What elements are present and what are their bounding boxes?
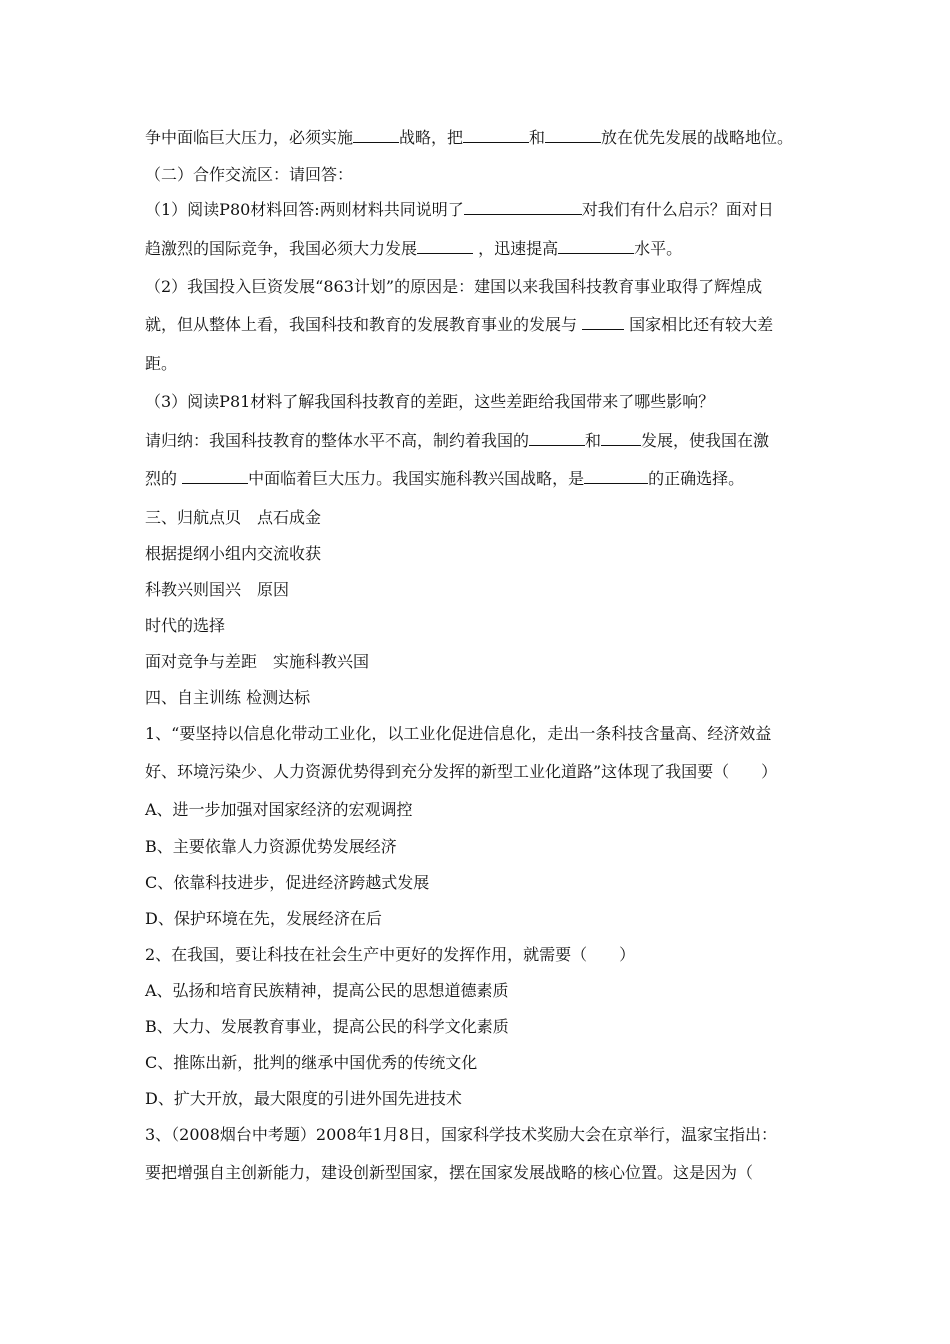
text-segment: （3）阅读P81材料了解我国科技教育的差距，这些差距给我国带来了哪些影响？ bbox=[145, 392, 715, 411]
text-segment: A、进一步加强对国家经济的宏观调控 bbox=[145, 800, 413, 819]
text-segment: 趋激烈的国际竞争，我国必须大力发展 bbox=[145, 239, 418, 258]
text-segment: 的正确选择。 bbox=[648, 469, 745, 488]
text-segment: 科教兴则国兴 原因 bbox=[145, 580, 290, 599]
text-line bbox=[145, 1125, 777, 1145]
text-line bbox=[145, 688, 310, 708]
text-segment: 好、环境污染少、人力资源优势得到充分发挥的新型工业化道路”这体现了我国要（ ） bbox=[145, 762, 778, 781]
text-segment: 距。 bbox=[145, 354, 178, 373]
text-segment: 面对竞争与差距 实施科教兴国 bbox=[145, 652, 370, 671]
text-line bbox=[145, 909, 382, 929]
text-line bbox=[145, 469, 744, 489]
text-segment: （2）我国投入巨资发展“863计划”的原因是：建国以来我国科技教育事业取得了辉煌成 bbox=[145, 277, 763, 296]
text-segment: B、大力、发展教育事业，提高公民的科学文化素质 bbox=[145, 1017, 509, 1036]
fill-in-blank bbox=[601, 431, 641, 446]
text-segment: 就，但从整体上看，我国科技和教育的发展教育事业的发展与 bbox=[145, 315, 583, 334]
text-line bbox=[145, 315, 773, 335]
fill-in-blank bbox=[464, 200, 582, 215]
text-segment: 对我们有什么启示？面对日 bbox=[581, 200, 774, 219]
text-segment: C、推陈出新，批判的继承中国优秀的传统文化 bbox=[145, 1053, 478, 1072]
text-segment: 1、“要坚持以信息化带动工业化，以工业化促进信息化，走出一条科技含量高、经济效益 bbox=[145, 724, 772, 743]
text-line bbox=[145, 431, 769, 451]
text-line bbox=[145, 616, 225, 636]
text-segment: 和 bbox=[529, 128, 546, 147]
text-segment: （二）合作交流区：请回答： bbox=[145, 165, 354, 184]
text-line bbox=[145, 200, 774, 220]
text-line bbox=[145, 508, 321, 528]
text-line bbox=[145, 128, 793, 148]
text-segment: 发展，使我国在激 bbox=[641, 431, 770, 450]
text-segment: 三、归航点贝 点石成金 bbox=[145, 508, 322, 527]
fill-in-blank bbox=[529, 431, 585, 446]
text-segment: D、扩大开放，最大限度的引进外国先进技术 bbox=[145, 1089, 462, 1108]
fill-in-blank bbox=[182, 469, 248, 484]
text-line bbox=[145, 981, 509, 1001]
text-line bbox=[145, 1053, 477, 1073]
text-line bbox=[145, 945, 635, 965]
text-line bbox=[145, 837, 397, 857]
text-segment: 时代的选择 bbox=[145, 616, 226, 635]
text-segment: 争中面临巨大压力，必须实施 bbox=[145, 128, 354, 147]
fill-in-blank bbox=[545, 128, 601, 143]
text-line bbox=[145, 165, 353, 185]
text-line bbox=[145, 800, 413, 820]
text-segment: 2、在我国，要让科技在社会生产中更好的发挥作用，就需要（ ） bbox=[145, 945, 636, 964]
text-line bbox=[145, 1017, 509, 1037]
text-segment: 请归纳：我国科技教育的整体水平不高，制约着我国的 bbox=[145, 431, 530, 450]
fill-in-blank bbox=[353, 128, 399, 143]
text-segment: 3、（2008烟台中考题）2008年1月8日，国家科学技术奖励大会在京举行，温家宝指出： bbox=[145, 1125, 777, 1144]
text-line bbox=[145, 580, 289, 600]
text-line bbox=[145, 762, 777, 782]
text-segment: A、弘扬和培育民族精神，提高公民的思想道德素质 bbox=[145, 981, 509, 1000]
text-line bbox=[145, 544, 321, 564]
text-segment: 战略，把 bbox=[399, 128, 464, 147]
text-line bbox=[145, 724, 771, 744]
text-line bbox=[145, 1089, 462, 1109]
fill-in-blank bbox=[584, 469, 648, 484]
text-segment: C、依靠科技进步，促进经济跨越式发展 bbox=[145, 873, 430, 892]
text-segment: D、保护环境在先，发展经济在后 bbox=[145, 909, 382, 928]
text-segment: ，迅速提高 bbox=[473, 239, 559, 258]
text-line bbox=[145, 239, 682, 259]
text-segment: （1）阅读P80材料回答:两则材料共同说明了 bbox=[145, 200, 464, 219]
text-segment: 放在优先发展的战略地位。 bbox=[601, 128, 794, 147]
text-line bbox=[145, 873, 429, 893]
text-segment: 和 bbox=[585, 431, 602, 450]
fill-in-blank bbox=[582, 315, 624, 330]
text-line bbox=[145, 277, 762, 297]
fill-in-blank bbox=[463, 128, 529, 143]
text-line bbox=[145, 354, 177, 374]
text-line bbox=[145, 392, 714, 412]
text-segment: 水平。 bbox=[634, 239, 683, 258]
text-segment: 烈的 bbox=[145, 469, 183, 488]
text-segment: 四、自主训练 检测达标 bbox=[145, 688, 311, 707]
text-segment: B、主要依靠人力资源优势发展经济 bbox=[145, 837, 397, 856]
text-segment: 中面临着巨大压力。我国实施科教兴国战略，是 bbox=[248, 469, 585, 488]
text-line bbox=[145, 652, 369, 672]
text-segment: 国家相比还有较大差 bbox=[624, 315, 774, 334]
text-segment: 根据提纲小组内交流收获 bbox=[145, 544, 322, 563]
text-line bbox=[145, 1163, 753, 1183]
text-segment: 要把增强自主创新能力，建设创新型国家，摆在国家发展战略的核心位置。这是因为（ bbox=[145, 1163, 754, 1182]
fill-in-blank bbox=[558, 239, 634, 254]
fill-in-blank bbox=[417, 239, 473, 254]
